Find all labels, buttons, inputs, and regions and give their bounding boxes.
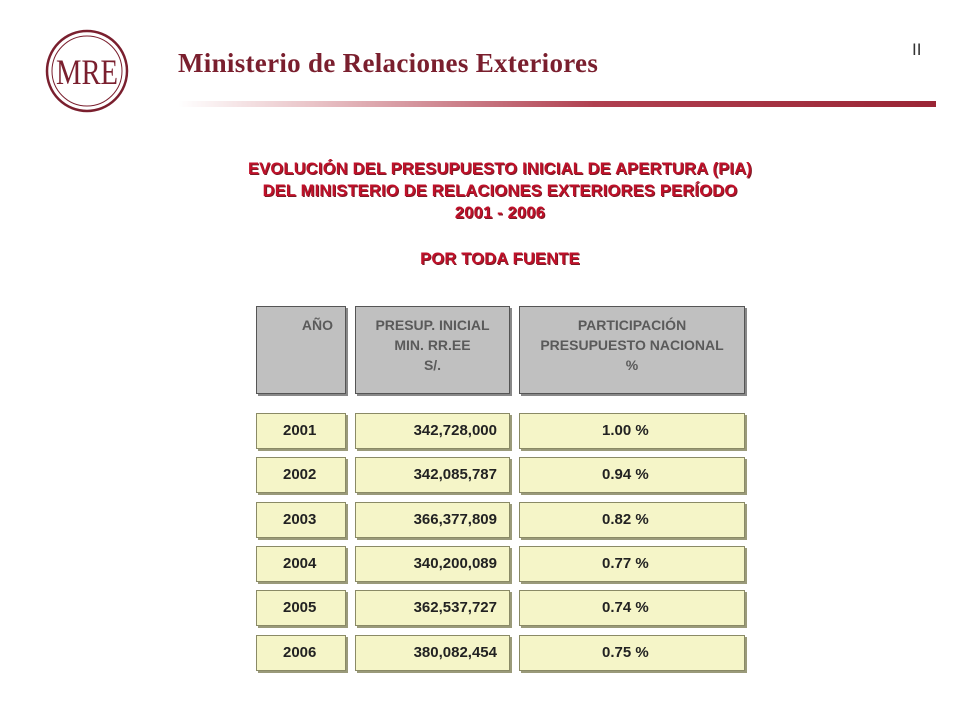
column-header-line: PRESUP. INICIAL <box>375 317 490 333</box>
year-cell: 2004 <box>256 546 346 582</box>
table-row <box>0 502 960 538</box>
budget-cell: 362,537,727 <box>355 590 510 626</box>
share-cell: 0.94 % <box>519 457 745 493</box>
column-header-line: AÑO <box>301 317 333 333</box>
table-row <box>0 590 960 626</box>
ministry-title: Ministerio de Relaciones Exteriores <box>178 48 599 78</box>
share-cell: 0.82 % <box>519 502 745 538</box>
column-header-year <box>256 306 346 394</box>
column-header-line: PRESUPUESTO NACIONAL <box>540 337 724 353</box>
budget-cell: 342,085,787 <box>355 457 510 493</box>
year-cell: 2006 <box>256 635 346 671</box>
report-title-line: DEL MINISTERIO DE RELACIONES EXTERIORES PERÍODO <box>262 182 738 200</box>
year-cell: 2003 <box>256 502 346 538</box>
header-divider <box>178 101 936 107</box>
share-cell: 0.74 % <box>519 590 745 626</box>
page-number: II <box>912 40 922 59</box>
report-title-line: EVOLUCIÓN DEL PRESUPUESTO INICIAL DE APERTURA (PIA) <box>247 160 753 178</box>
report-title-line: 2001 - 2006 <box>454 204 546 222</box>
report-subtitle: POR TODA FUENTE <box>420 250 580 268</box>
column-header-share <box>519 306 745 394</box>
table-row <box>0 635 960 671</box>
mre-logo <box>44 28 130 114</box>
year-cell: 2005 <box>256 590 346 626</box>
column-header-line: MIN. RR.EE <box>394 337 471 353</box>
logo-text: MRE <box>56 52 118 92</box>
budget-cell: 342,728,000 <box>355 413 510 449</box>
budget-cell: 380,082,454 <box>355 635 510 671</box>
column-header-line: PARTICIPACIÓN <box>577 317 687 333</box>
budget-cell: 340,200,089 <box>355 546 510 582</box>
budget-cell: 366,377,809 <box>355 502 510 538</box>
column-header-line: S/. <box>423 357 442 373</box>
share-cell: 0.77 % <box>519 546 745 582</box>
year-cell: 2001 <box>256 413 346 449</box>
share-cell: 0.75 % <box>519 635 745 671</box>
column-header-budget <box>355 306 510 394</box>
year-cell: 2002 <box>256 457 346 493</box>
table-row <box>0 457 960 493</box>
column-header-line: % <box>625 357 639 373</box>
table-row <box>0 413 960 449</box>
report-title <box>120 158 880 224</box>
share-cell: 1.00 % <box>519 413 745 449</box>
table-row <box>0 546 960 582</box>
